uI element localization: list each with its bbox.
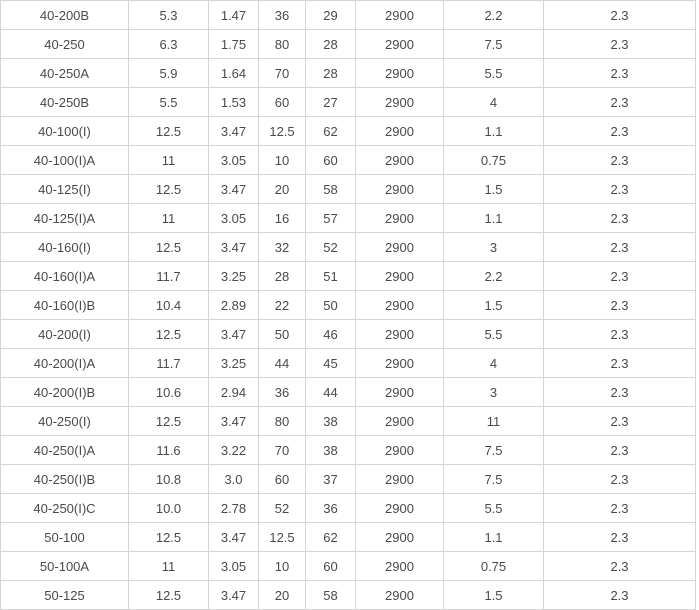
value-cell: 2.3 bbox=[544, 552, 696, 581]
value-cell: 7.5 bbox=[444, 436, 544, 465]
value-cell: 36 bbox=[259, 1, 306, 30]
value-cell: 10 bbox=[259, 552, 306, 581]
model-cell: 40-200(I) bbox=[1, 320, 129, 349]
value-cell: 2.3 bbox=[544, 204, 696, 233]
table-row bbox=[1, 523, 696, 552]
model-cell: 40-125(I) bbox=[1, 175, 129, 204]
value-cell: 2.3 bbox=[544, 436, 696, 465]
table-row bbox=[1, 581, 696, 610]
value-cell: 2.3 bbox=[544, 581, 696, 610]
value-cell: 2.89 bbox=[209, 291, 259, 320]
model-cell: 50-125 bbox=[1, 581, 129, 610]
value-cell: 58 bbox=[306, 581, 356, 610]
value-cell: 38 bbox=[306, 436, 356, 465]
value-cell: 2900 bbox=[356, 1, 444, 30]
value-cell: 10.6 bbox=[129, 378, 209, 407]
value-cell: 11 bbox=[129, 204, 209, 233]
value-cell: 10.0 bbox=[129, 494, 209, 523]
value-cell: 1.1 bbox=[444, 204, 544, 233]
value-cell: 2900 bbox=[356, 59, 444, 88]
value-cell: 2900 bbox=[356, 349, 444, 378]
table-row bbox=[1, 349, 696, 378]
model-cell: 40-250(I) bbox=[1, 407, 129, 436]
value-cell: 10 bbox=[259, 146, 306, 175]
value-cell: 5.5 bbox=[444, 320, 544, 349]
value-cell: 12.5 bbox=[129, 407, 209, 436]
value-cell: 2.2 bbox=[444, 1, 544, 30]
value-cell: 1.1 bbox=[444, 523, 544, 552]
value-cell: 0.75 bbox=[444, 146, 544, 175]
value-cell: 1.5 bbox=[444, 581, 544, 610]
value-cell: 2.3 bbox=[544, 407, 696, 436]
value-cell: 2.3 bbox=[544, 233, 696, 262]
value-cell: 7.5 bbox=[444, 465, 544, 494]
value-cell: 28 bbox=[306, 59, 356, 88]
value-cell: 28 bbox=[259, 262, 306, 291]
value-cell: 3.47 bbox=[209, 581, 259, 610]
value-cell: 12.5 bbox=[129, 233, 209, 262]
value-cell: 2900 bbox=[356, 320, 444, 349]
value-cell: 5.5 bbox=[444, 494, 544, 523]
table-row bbox=[1, 59, 696, 88]
value-cell: 5.9 bbox=[129, 59, 209, 88]
value-cell: 2.78 bbox=[209, 494, 259, 523]
table-row bbox=[1, 204, 696, 233]
value-cell: 2900 bbox=[356, 291, 444, 320]
value-cell: 29 bbox=[306, 1, 356, 30]
value-cell: 3.25 bbox=[209, 262, 259, 291]
value-cell: 2.3 bbox=[544, 175, 696, 204]
value-cell: 3.05 bbox=[209, 204, 259, 233]
value-cell: 2900 bbox=[356, 581, 444, 610]
value-cell: 1.75 bbox=[209, 30, 259, 59]
value-cell: 60 bbox=[259, 88, 306, 117]
table-row bbox=[1, 436, 696, 465]
value-cell: 70 bbox=[259, 59, 306, 88]
table-row bbox=[1, 552, 696, 581]
value-cell: 1.64 bbox=[209, 59, 259, 88]
value-cell: 5.5 bbox=[129, 88, 209, 117]
table-row bbox=[1, 320, 696, 349]
model-cell: 40-100(I) bbox=[1, 117, 129, 146]
value-cell: 2.3 bbox=[544, 378, 696, 407]
model-cell: 50-100A bbox=[1, 552, 129, 581]
value-cell: 50 bbox=[259, 320, 306, 349]
value-cell: 2.3 bbox=[544, 262, 696, 291]
value-cell: 3.47 bbox=[209, 175, 259, 204]
value-cell: 5.5 bbox=[444, 59, 544, 88]
model-cell: 40-250(I)B bbox=[1, 465, 129, 494]
value-cell: 44 bbox=[306, 378, 356, 407]
value-cell: 2900 bbox=[356, 494, 444, 523]
table-row bbox=[1, 146, 696, 175]
value-cell: 2900 bbox=[356, 146, 444, 175]
model-cell: 40-250B bbox=[1, 88, 129, 117]
value-cell: 20 bbox=[259, 581, 306, 610]
value-cell: 2900 bbox=[356, 233, 444, 262]
value-cell: 60 bbox=[306, 146, 356, 175]
value-cell: 2.3 bbox=[544, 30, 696, 59]
value-cell: 2.3 bbox=[544, 349, 696, 378]
value-cell: 11 bbox=[129, 146, 209, 175]
value-cell: 2.3 bbox=[544, 523, 696, 552]
value-cell: 16 bbox=[259, 204, 306, 233]
value-cell: 12.5 bbox=[259, 117, 306, 146]
value-cell: 2900 bbox=[356, 407, 444, 436]
value-cell: 12.5 bbox=[129, 320, 209, 349]
value-cell: 11 bbox=[444, 407, 544, 436]
model-cell: 40-160(I)A bbox=[1, 262, 129, 291]
value-cell: 3.05 bbox=[209, 146, 259, 175]
value-cell: 3.47 bbox=[209, 407, 259, 436]
model-cell: 50-100 bbox=[1, 523, 129, 552]
value-cell: 3.05 bbox=[209, 552, 259, 581]
table-row bbox=[1, 117, 696, 146]
table-row bbox=[1, 233, 696, 262]
value-cell: 52 bbox=[306, 233, 356, 262]
value-cell: 22 bbox=[259, 291, 306, 320]
value-cell: 80 bbox=[259, 30, 306, 59]
value-cell: 36 bbox=[259, 378, 306, 407]
value-cell: 45 bbox=[306, 349, 356, 378]
value-cell: 3.47 bbox=[209, 523, 259, 552]
value-cell: 1.53 bbox=[209, 88, 259, 117]
value-cell: 3 bbox=[444, 233, 544, 262]
value-cell: 36 bbox=[306, 494, 356, 523]
value-cell: 2.94 bbox=[209, 378, 259, 407]
value-cell: 3.22 bbox=[209, 436, 259, 465]
value-cell: 58 bbox=[306, 175, 356, 204]
value-cell: 2.3 bbox=[544, 320, 696, 349]
model-cell: 40-160(I) bbox=[1, 233, 129, 262]
value-cell: 28 bbox=[306, 30, 356, 59]
value-cell: 2.3 bbox=[544, 291, 696, 320]
value-cell: 80 bbox=[259, 407, 306, 436]
value-cell: 2900 bbox=[356, 30, 444, 59]
value-cell: 10.8 bbox=[129, 465, 209, 494]
value-cell: 2.3 bbox=[544, 88, 696, 117]
value-cell: 2900 bbox=[356, 175, 444, 204]
value-cell: 1.5 bbox=[444, 291, 544, 320]
table-row bbox=[1, 88, 696, 117]
value-cell: 2.3 bbox=[544, 494, 696, 523]
value-cell: 10.4 bbox=[129, 291, 209, 320]
value-cell: 1.5 bbox=[444, 175, 544, 204]
value-cell: 2.3 bbox=[544, 465, 696, 494]
value-cell: 27 bbox=[306, 88, 356, 117]
value-cell: 3.25 bbox=[209, 349, 259, 378]
value-cell: 5.3 bbox=[129, 1, 209, 30]
value-cell: 2900 bbox=[356, 552, 444, 581]
value-cell: 20 bbox=[259, 175, 306, 204]
model-cell: 40-200B bbox=[1, 1, 129, 30]
value-cell: 2900 bbox=[356, 117, 444, 146]
value-cell: 1.1 bbox=[444, 117, 544, 146]
value-cell: 11.7 bbox=[129, 349, 209, 378]
value-cell: 2.3 bbox=[544, 146, 696, 175]
model-cell: 40-200(I)B bbox=[1, 378, 129, 407]
table-row bbox=[1, 291, 696, 320]
value-cell: 62 bbox=[306, 523, 356, 552]
value-cell: 2900 bbox=[356, 88, 444, 117]
value-cell: 38 bbox=[306, 407, 356, 436]
value-cell: 0.75 bbox=[444, 552, 544, 581]
model-cell: 40-250(I)C bbox=[1, 494, 129, 523]
value-cell: 12.5 bbox=[129, 175, 209, 204]
model-cell: 40-100(I)A bbox=[1, 146, 129, 175]
value-cell: 2900 bbox=[356, 262, 444, 291]
value-cell: 3.0 bbox=[209, 465, 259, 494]
value-cell: 2900 bbox=[356, 436, 444, 465]
value-cell: 4 bbox=[444, 349, 544, 378]
model-cell: 40-250 bbox=[1, 30, 129, 59]
value-cell: 12.5 bbox=[129, 117, 209, 146]
value-cell: 12.5 bbox=[129, 523, 209, 552]
value-cell: 44 bbox=[259, 349, 306, 378]
value-cell: 51 bbox=[306, 262, 356, 291]
table-row bbox=[1, 378, 696, 407]
spec-table-body bbox=[1, 1, 696, 610]
value-cell: 12.5 bbox=[129, 581, 209, 610]
value-cell: 3.47 bbox=[209, 320, 259, 349]
model-cell: 40-250A bbox=[1, 59, 129, 88]
value-cell: 60 bbox=[306, 552, 356, 581]
value-cell: 3 bbox=[444, 378, 544, 407]
value-cell: 12.5 bbox=[259, 523, 306, 552]
table-row bbox=[1, 30, 696, 59]
value-cell: 11.7 bbox=[129, 262, 209, 291]
table-row bbox=[1, 407, 696, 436]
value-cell: 2.3 bbox=[544, 117, 696, 146]
value-cell: 32 bbox=[259, 233, 306, 262]
model-cell: 40-125(I)A bbox=[1, 204, 129, 233]
value-cell: 2900 bbox=[356, 204, 444, 233]
table-row bbox=[1, 494, 696, 523]
value-cell: 2.3 bbox=[544, 1, 696, 30]
value-cell: 2.2 bbox=[444, 262, 544, 291]
value-cell: 3.47 bbox=[209, 233, 259, 262]
value-cell: 62 bbox=[306, 117, 356, 146]
value-cell: 4 bbox=[444, 88, 544, 117]
value-cell: 6.3 bbox=[129, 30, 209, 59]
value-cell: 11 bbox=[129, 552, 209, 581]
value-cell: 57 bbox=[306, 204, 356, 233]
table-row bbox=[1, 1, 696, 30]
table-row bbox=[1, 262, 696, 291]
value-cell: 7.5 bbox=[444, 30, 544, 59]
value-cell: 50 bbox=[306, 291, 356, 320]
value-cell: 2900 bbox=[356, 523, 444, 552]
value-cell: 1.47 bbox=[209, 1, 259, 30]
value-cell: 2900 bbox=[356, 378, 444, 407]
table-row bbox=[1, 175, 696, 204]
value-cell: 3.47 bbox=[209, 117, 259, 146]
value-cell: 52 bbox=[259, 494, 306, 523]
value-cell: 46 bbox=[306, 320, 356, 349]
model-cell: 40-250(I)A bbox=[1, 436, 129, 465]
table-row bbox=[1, 465, 696, 494]
value-cell: 11.6 bbox=[129, 436, 209, 465]
value-cell: 2900 bbox=[356, 465, 444, 494]
value-cell: 60 bbox=[259, 465, 306, 494]
value-cell: 2.3 bbox=[544, 59, 696, 88]
model-cell: 40-200(I)A bbox=[1, 349, 129, 378]
value-cell: 70 bbox=[259, 436, 306, 465]
model-cell: 40-160(I)B bbox=[1, 291, 129, 320]
value-cell: 37 bbox=[306, 465, 356, 494]
